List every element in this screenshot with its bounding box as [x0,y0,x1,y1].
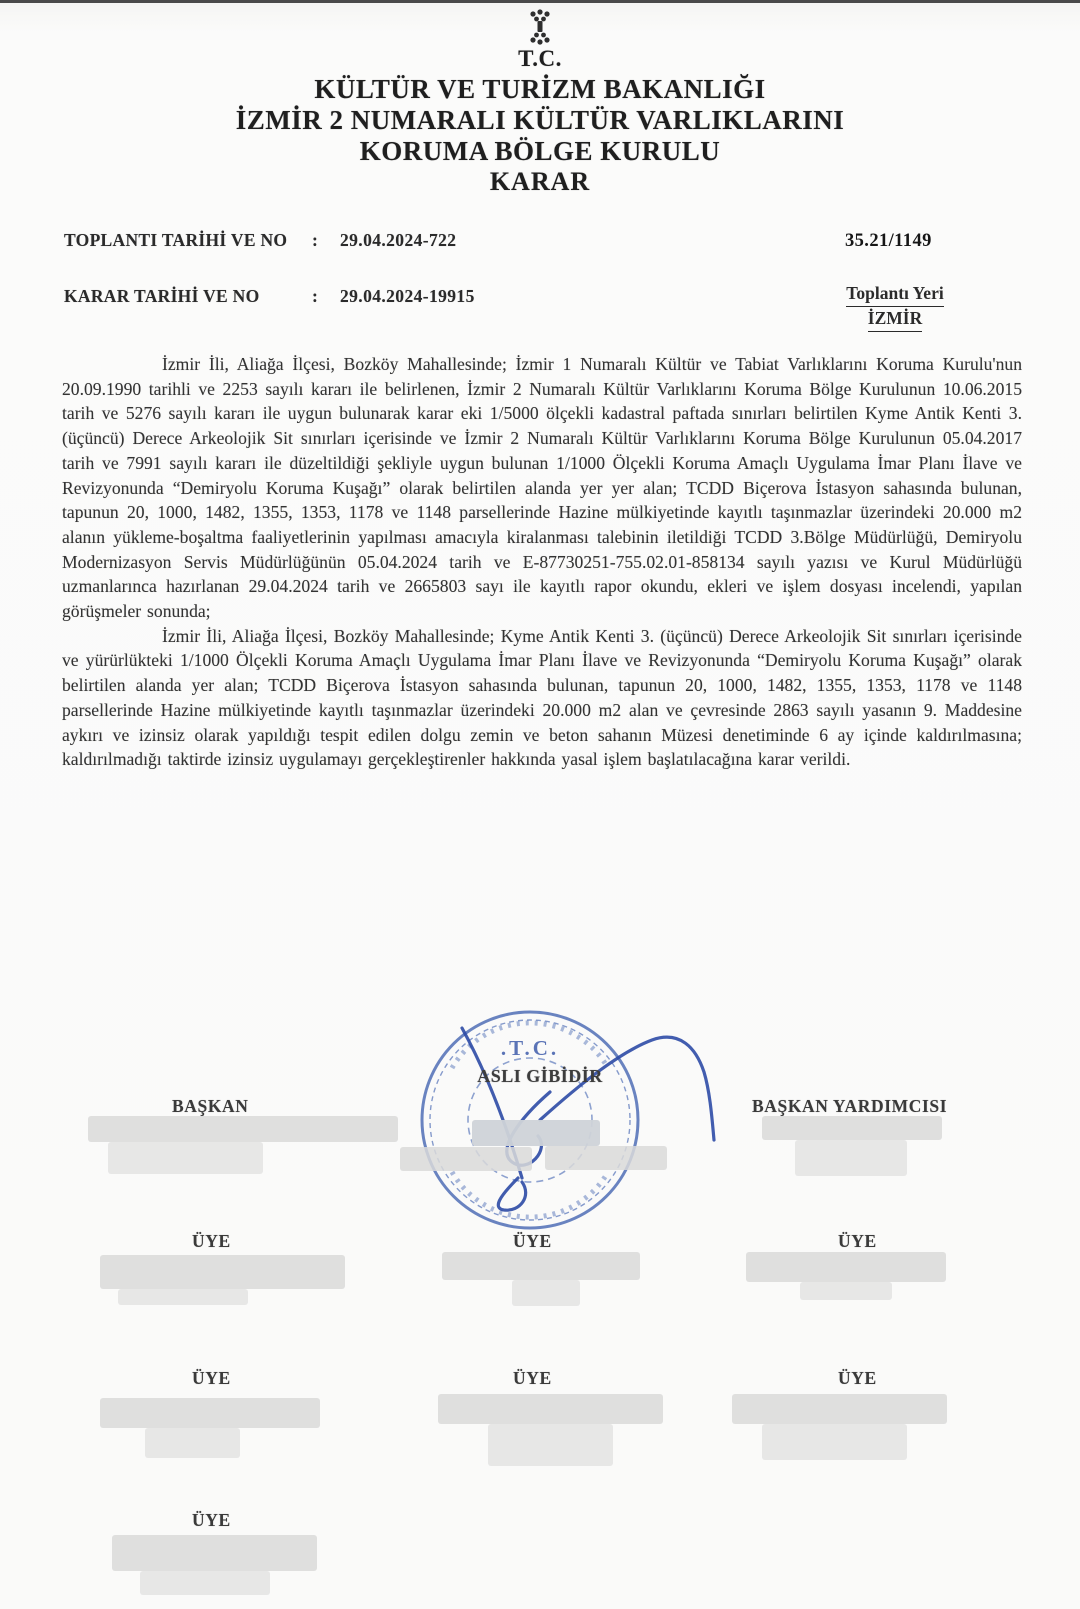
redacted-name [488,1424,613,1466]
header-doc-type: KARAR [489,167,591,196]
redacted-name [438,1394,663,1424]
scan-edge-artifact [0,0,1080,3]
redacted-name [795,1140,907,1176]
colon-separator: : [312,230,319,250]
decision-date-row [64,286,475,307]
redacted-name [112,1535,317,1571]
redacted-name [762,1116,942,1140]
member-title: ÜYE [838,1368,877,1388]
redacted-name [108,1142,263,1174]
member-title: ÜYE [192,1231,231,1251]
redacted-name [442,1252,640,1280]
member-title: ÜYE [192,1368,231,1388]
redacted-name [762,1424,907,1460]
ministry-emblem-icon [520,9,560,50]
header-ministry: KÜLTÜR VE TURİZM BAKANLIĞI [314,74,766,104]
redacted-name [140,1571,270,1595]
decision-date-value: 29.04.2024-19915 [340,286,475,306]
decision-body [62,352,1022,772]
decision-paragraph-1: İzmir İli, Aliağa İlçesi, Bozköy Mahallesinde; İzmir 1 Numaralı Kültür ve Tabiat Varlıklarını Koruma Kurulu'nun 20.09.1990 tarihli ve 2253 sayılı kararı ile belirlenen, İzmir 2 Numaralı Kültür Varlıklarını Koruma Bölge Kurulunun 10.06.2015 tarih ve 5276 sayılı kararı ile uygun bulunarak karar eki 1/5000 ölçekli kadastral paftada sınırları belirtilen Kyme Antik Kenti 3. (üçüncü) Derece Arkeolojik Sit sınırları içerisinde ve İzmir 2 Numaralı Kültür Varlıklarını Koruma Bölge Kurulunun 05.04.2017 tarih ve 7991 sayılı kararı ile düzeltildiği şekliyle uygun bulunan 1/1000 Ölçekli Koruma Amaçlı Uygulama İmar Planı İlave ve Revizyonunda “Demiryolu Koruma Kuşağı” olarak belirtilen alanda yer yer alan; TCDD Biçerova İstasyon sahasında bulunan, tapunun 20, 1000, 1482, 1355, 1353, 1178 ve 1148 parsellerinde Hazine mülkiyetinde kayıtlı taşınmazlar üzerindeki 20.000 m2 alanın yükleme-boşaltma faaliyetlerinin yapılması amacıyla kiralanması talebinin iletildiği TCDD 3.Bölge Müdürlüğü, Demiryolu Modernizasyon Servis Müdürlüğünün 05.04.2024 tarih ve E-87730251-755.02.01-858134 sayılı yazısı ve Kurul Müdürlüğü uzmanlarınca hazırlanan 29.04.2024 tarih ve 2665803 sayı ile kayıtlı rapor okundu, ekleri ve işlem dosyası incelendi, yapılan görüşmeler sonunda; [62,354,1022,622]
meeting-date-row [64,230,456,251]
redacted-name [545,1146,667,1170]
redacted-name [512,1280,580,1306]
file-number: 35.21/1149 [845,231,932,251]
chairman-title: BAŞKAN [172,1096,249,1116]
colon-separator: : [312,286,319,306]
stamp-tc-text: .T.C. [500,1036,560,1060]
redacted-name [732,1394,947,1424]
meeting-place-block [820,282,970,332]
meeting-date-label: TOPLANTI TARİHİ VE NO [64,230,288,250]
member-title: ÜYE [513,1231,552,1251]
member-title: ÜYE [838,1231,877,1251]
redacted-name [88,1116,398,1142]
meeting-place-label: Toplantı Yeri [846,282,943,307]
vice-chairman-title: BAŞKAN YARDIMCISI [752,1096,948,1116]
redacted-name [100,1398,320,1428]
header-board-line1: İZMİR 2 NUMARALI KÜLTÜR VARLIKLARINI [235,105,845,135]
redacted-name [118,1289,248,1305]
member-title: ÜYE [192,1510,231,1530]
decision-date-label: KARAR TARİHİ VE NO [64,286,260,306]
certified-copy-label: ASLI GİBİDİR [477,1066,603,1086]
header-republic: T.C. [518,46,562,71]
redacted-name [100,1255,345,1289]
member-title: ÜYE [513,1368,552,1388]
header-board-line2: KORUMA BÖLGE KURULU [359,136,721,166]
meeting-date-value: 29.04.2024-722 [340,230,457,250]
decision-paragraph-2: İzmir İli, Aliağa İlçesi, Bozköy Mahallesinde; Kyme Antik Kenti 3. (üçüncü) Derece Arkeolojik Sit sınırları içerisinde ve yürürlükteki 1/1000 Ölçekli Koruma Amaçlı Uygulama İmar Planı İlave ve Revizyonunda “Demiryolu Koruma Kuşağı” olarak belirtilen alanda yer alan; TCDD Biçerova İstasyon sahasında bulunan, tapunun 20, 1000, 1482, 1355, 1353, 1178 ve 1148 parsellerinde Hazine mülkiyetinde kayıtlı taşınmazlar üzerindeki 20.000 m2 alan ve çevresinde 2863 sayılı yasanın 9. Maddesine aykırı ve izinsiz olarak yapıldığı tespit edilen dolgu zemin ve beton sahanın Müzesi denetiminde 6 ay içinde kaldırılmasına; kaldırılmadığı taktirde izinsiz uygulamayı gerçekleştirenler hakkında yasal işlem başlatılacağına karar verildi. [62,625,1022,770]
redacted-name [400,1147,532,1171]
redacted-name [746,1252,946,1282]
redacted-name [145,1428,240,1458]
meeting-place-value: İZMİR [868,307,922,332]
redacted-name [472,1120,600,1146]
redacted-name [800,1282,892,1300]
